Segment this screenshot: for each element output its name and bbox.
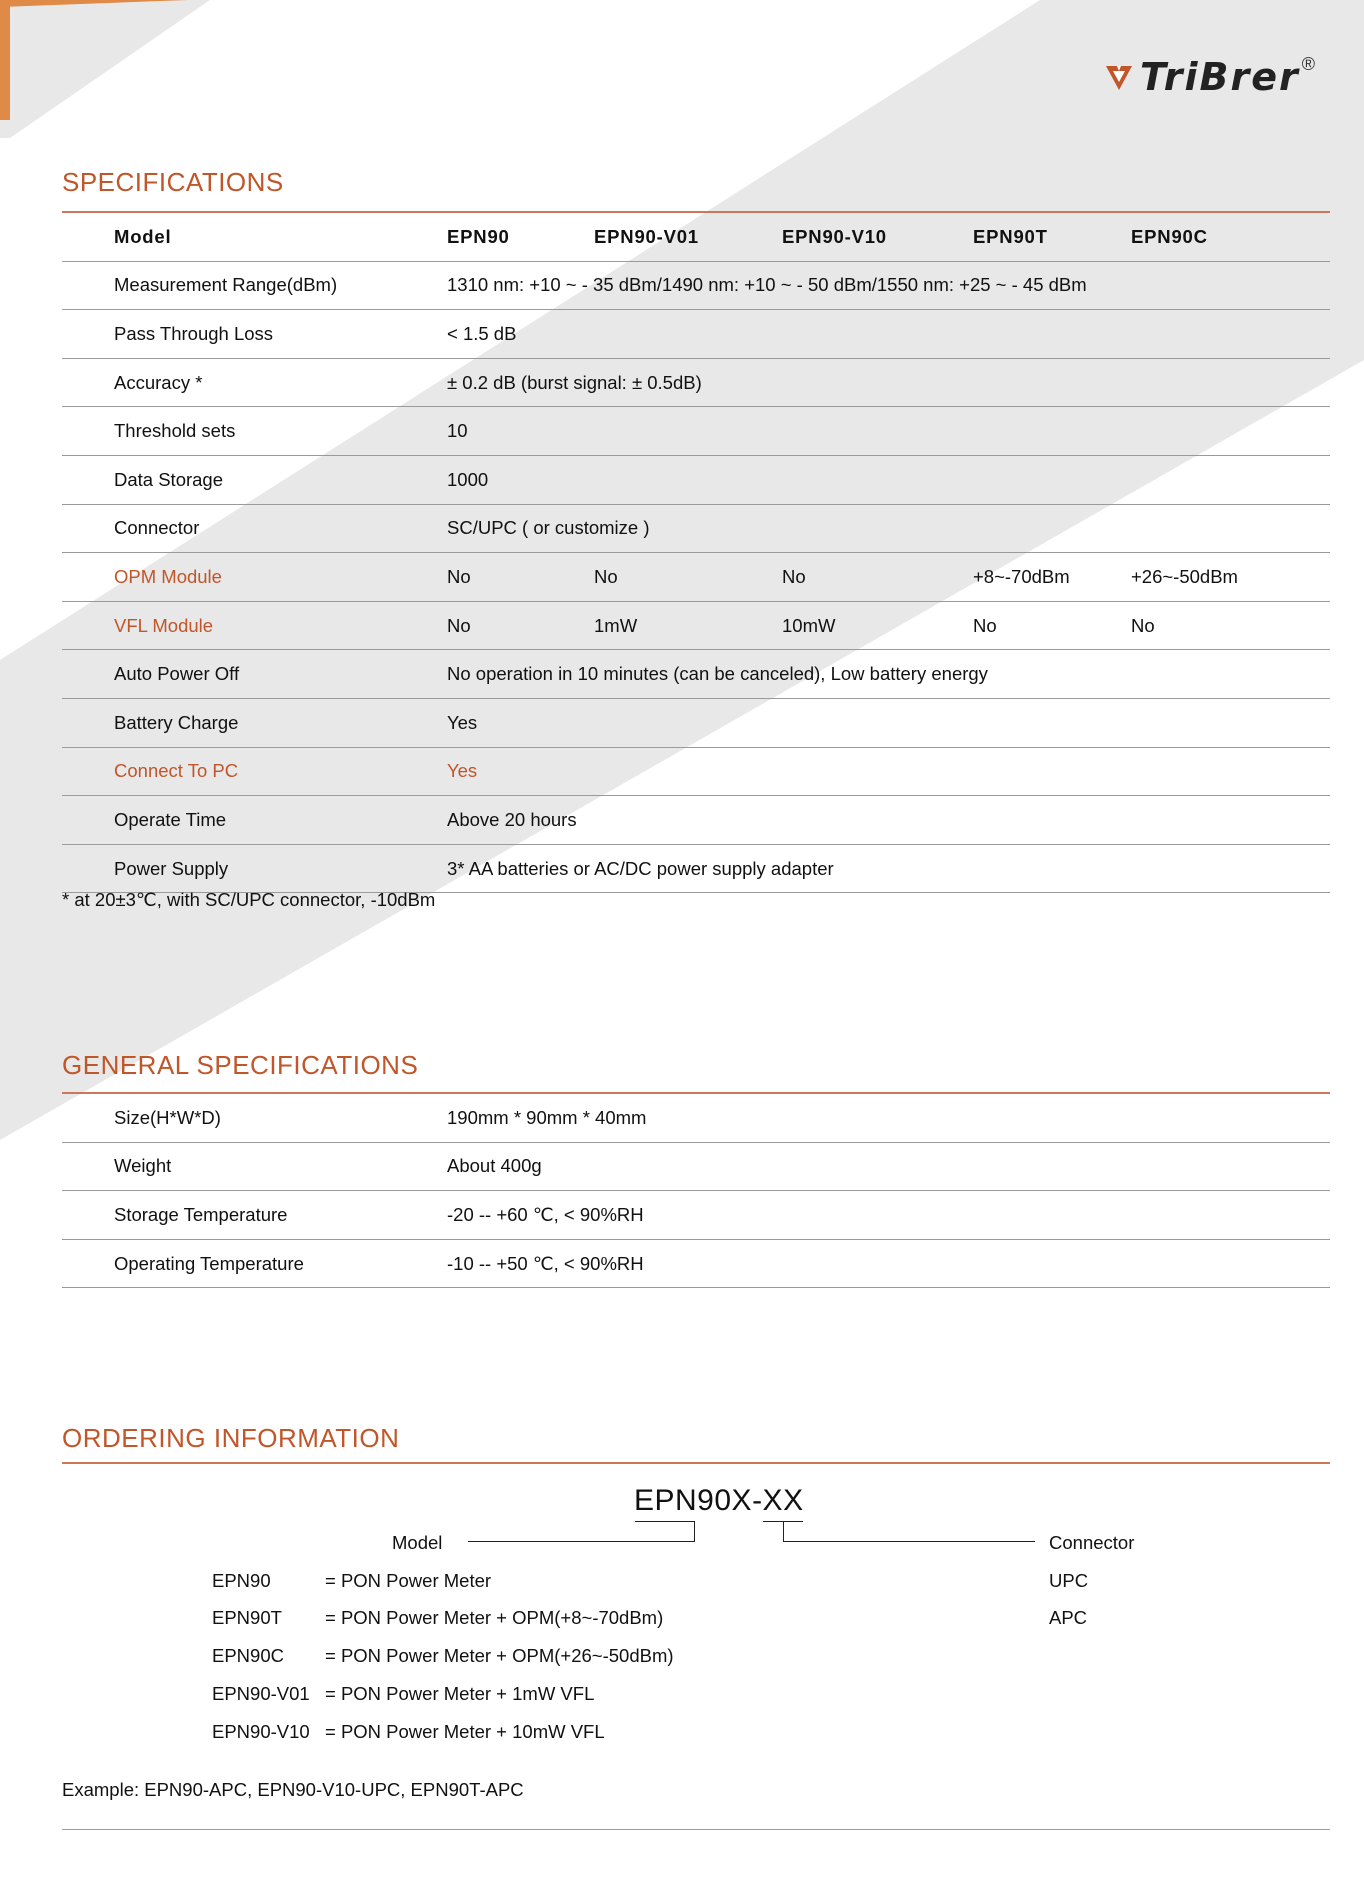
brand-name: TriBrer bbox=[1140, 55, 1300, 99]
row-value: No bbox=[1131, 614, 1155, 636]
row-label: Connector bbox=[114, 517, 200, 539]
registered-mark: ® bbox=[1301, 54, 1315, 74]
model-code: EPN90-V01 bbox=[212, 1683, 310, 1704]
row-label: Operating Temperature bbox=[114, 1252, 304, 1274]
row-value: No operation in 10 minutes (can be canceled), Low battery energy bbox=[447, 663, 988, 685]
connector-leader-line bbox=[783, 1541, 1035, 1542]
table-row bbox=[62, 699, 1330, 748]
table-row bbox=[62, 796, 1330, 845]
row-label: Battery Charge bbox=[114, 711, 239, 733]
model-desc: = PON Power Meter + OPM(+26~-50dBm) bbox=[325, 1645, 674, 1666]
row-value: Yes bbox=[447, 760, 478, 782]
row-label: Pass Through Loss bbox=[114, 322, 274, 344]
table-row bbox=[62, 310, 1330, 359]
model-desc: = PON Power Meter + 1mW VFL bbox=[325, 1683, 595, 1704]
row-value: 1mW bbox=[594, 614, 638, 636]
row-value: Above 20 hours bbox=[447, 808, 577, 830]
model-desc: = PON Power Meter + 10mW VFL bbox=[325, 1721, 605, 1742]
general-specifications-table bbox=[62, 1094, 1330, 1288]
ordering-example: Example: EPN90-APC, EPN90-V10-UPC, EPN90T-APC bbox=[62, 1779, 524, 1800]
table-row bbox=[62, 650, 1330, 699]
model-code: EPN90T bbox=[212, 1607, 282, 1628]
model-code: EPN90C bbox=[212, 1645, 284, 1666]
table-row-opm-module bbox=[62, 553, 1330, 602]
connector-option: UPC bbox=[1049, 1570, 1089, 1591]
model-leader-line bbox=[468, 1541, 695, 1542]
model-code: EPN90-V10 bbox=[212, 1721, 310, 1742]
ordering-information-divider bbox=[62, 1462, 1330, 1464]
ordering-information-title: ORDERING INFORMATION bbox=[62, 1423, 400, 1453]
general-specifications-title: GENERAL SPECIFICATIONS bbox=[62, 1050, 419, 1080]
table-row-connect-to-pc bbox=[62, 748, 1330, 797]
row-label: Power Supply bbox=[114, 857, 229, 879]
row-label: OPM Module bbox=[114, 565, 222, 587]
row-label: Threshold sets bbox=[114, 420, 236, 442]
row-label: VFL Module bbox=[114, 614, 214, 636]
connector-option: APC bbox=[1049, 1607, 1088, 1628]
table-row bbox=[62, 1191, 1330, 1240]
row-label: Connect To PC bbox=[114, 760, 239, 782]
row-value: SC/UPC ( or customize ) bbox=[447, 517, 650, 539]
model-code: EPN90 bbox=[212, 1570, 271, 1591]
row-value: -10 -- +50 ℃, < 90%RH bbox=[447, 1252, 644, 1274]
table-row bbox=[62, 845, 1330, 894]
connector-bracket-drop bbox=[783, 1521, 784, 1542]
row-label: Accuracy * bbox=[114, 371, 203, 393]
row-value: No bbox=[973, 614, 997, 636]
row-value: 3* AA batteries or AC/DC power supply adapter bbox=[447, 857, 834, 879]
header-epn90t: EPN90T bbox=[973, 225, 1048, 247]
header-model: Model bbox=[114, 225, 172, 247]
row-value: Yes bbox=[447, 711, 478, 733]
table-row bbox=[62, 262, 1330, 311]
header-epn90: EPN90 bbox=[447, 225, 510, 247]
row-value: +26~-50dBm bbox=[1131, 565, 1238, 587]
row-value: 10mW bbox=[782, 614, 836, 636]
connector-label: Connector bbox=[1049, 1532, 1135, 1553]
header-epn90-v10: EPN90-V10 bbox=[782, 225, 887, 247]
table-row bbox=[62, 359, 1330, 408]
row-value: No bbox=[447, 565, 471, 587]
row-label: Operate Time bbox=[114, 808, 227, 830]
model-desc: = PON Power Meter + OPM(+8~-70dBm) bbox=[325, 1607, 664, 1628]
row-value: 1310 nm: +10 ~ - 35 dBm/1490 nm: +10 ~ - 50 dBm/1550 nm: +25 ~ - 45 dBm bbox=[447, 274, 1087, 296]
row-value: -20 -- +60 ℃, < 90%RH bbox=[447, 1203, 644, 1225]
table-row bbox=[62, 1240, 1330, 1289]
header-epn90-v01: EPN90-V01 bbox=[594, 225, 699, 247]
specifications-title: SPECIFICATIONS bbox=[62, 167, 284, 197]
model-bracket-drop bbox=[694, 1521, 695, 1542]
table-row bbox=[62, 505, 1330, 554]
table-row bbox=[62, 1094, 1330, 1143]
table-row bbox=[62, 456, 1330, 505]
row-value: 1000 bbox=[447, 468, 489, 490]
row-value: About 400g bbox=[447, 1155, 542, 1177]
row-label: Measurement Range(dBm) bbox=[114, 274, 338, 296]
table-header bbox=[62, 213, 1330, 262]
model-label: Model bbox=[392, 1532, 443, 1553]
row-label: Weight bbox=[114, 1155, 172, 1177]
row-label: Auto Power Off bbox=[114, 663, 240, 685]
header-epn90c: EPN90C bbox=[1131, 225, 1208, 247]
specifications-footnote: * at 20±3℃, with SC/UPC connector, -10dBm bbox=[62, 889, 436, 910]
row-value: ± 0.2 dB (burst signal: ± 0.5dB) bbox=[447, 371, 702, 393]
row-value: < 1.5 dB bbox=[447, 322, 517, 344]
table-row bbox=[62, 407, 1330, 456]
row-value: No bbox=[594, 565, 618, 587]
row-label: Storage Temperature bbox=[114, 1203, 288, 1225]
row-label: Size(H*W*D) bbox=[114, 1106, 221, 1128]
row-value: 10 bbox=[447, 420, 468, 442]
model-desc: = PON Power Meter bbox=[325, 1570, 492, 1591]
model-bracket bbox=[635, 1521, 695, 1522]
footer-divider bbox=[62, 1829, 1330, 1830]
table-row bbox=[62, 1143, 1330, 1192]
specifications-table bbox=[62, 213, 1330, 893]
row-value: +8~-70dBm bbox=[973, 565, 1070, 587]
order-code: EPN90X-XX bbox=[634, 1484, 804, 1517]
row-label: Data Storage bbox=[114, 468, 224, 490]
row-value: No bbox=[782, 565, 806, 587]
row-value: 190mm * 90mm * 40mm bbox=[447, 1106, 647, 1128]
brand-logo bbox=[1104, 52, 1315, 102]
row-value: No bbox=[447, 614, 471, 636]
tribrer-logo-icon bbox=[1104, 62, 1134, 92]
table-row-vfl-module bbox=[62, 602, 1330, 651]
